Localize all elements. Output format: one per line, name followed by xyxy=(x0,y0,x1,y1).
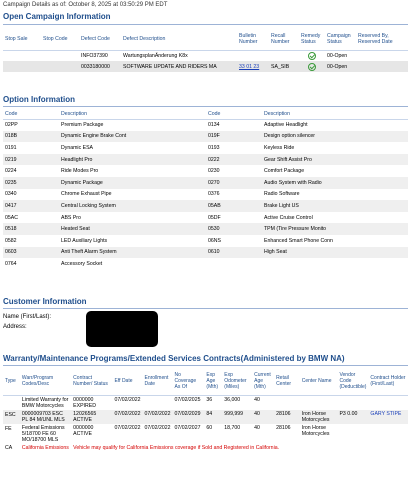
option-description-cell: Gear Shift Assist Pro xyxy=(262,154,408,166)
retail-cell xyxy=(274,395,300,410)
warranty-table xyxy=(3,367,408,452)
defect-description-cell: WartungsplanÄnderung K8x xyxy=(123,52,188,59)
holder-cell xyxy=(368,424,408,444)
option-description-cell: ABS Pro xyxy=(61,214,81,221)
remedy-status-cell xyxy=(299,50,325,61)
no-cov-cell: 07/02/2029 xyxy=(173,410,205,424)
option-description-cell: Adaptive Headlight xyxy=(264,122,308,129)
program-cell: 0000009703 ESC PL 84 M/UNL MLS xyxy=(20,410,71,424)
table-row xyxy=(3,424,408,444)
contract-cell: 0000000 EXPIRED xyxy=(73,396,96,409)
option-code-cell: 019F xyxy=(206,131,262,143)
option-code-cell: 0518 xyxy=(3,223,59,235)
option-description-cell xyxy=(262,258,408,270)
remedy-status-cell xyxy=(299,61,325,72)
column-header: Retail Center xyxy=(274,367,300,395)
table-row xyxy=(3,165,408,177)
stop-code-cell xyxy=(41,61,79,72)
table-row xyxy=(3,247,408,259)
option-description-cell: Accessory Socket xyxy=(61,260,103,267)
defect-code-cell: 0033180000 xyxy=(79,61,121,72)
table-row xyxy=(3,177,408,189)
cur-age-cell: 40 xyxy=(254,424,260,431)
campaign-status-cell: 00-Open xyxy=(327,52,348,59)
recall-cell xyxy=(269,50,299,61)
contract-cell: 0000000 ACTIVE xyxy=(73,424,94,437)
column-header: Type xyxy=(3,367,20,395)
table-row xyxy=(3,410,408,424)
no-cov-cell: 07/02/2027 xyxy=(174,424,201,431)
option-description-cell: TPM (Tire Pressure Monito xyxy=(262,223,408,235)
option-code-cell: 0235 xyxy=(3,177,59,189)
section-divider xyxy=(3,308,408,309)
option-code-cell: 02PP xyxy=(5,122,18,129)
holder-cell xyxy=(368,395,408,410)
column-header: Exp Age (Mth) xyxy=(204,367,222,395)
exp-age-cell: 84 xyxy=(204,410,222,424)
column-header: Vendor Code (Deductible) xyxy=(337,367,368,395)
contract-cell: 12026565 ACTIVE xyxy=(71,410,112,424)
option-code-cell: 0582 xyxy=(5,237,17,244)
program-cell: Limited Warranty for BMW Motorcycles xyxy=(21,396,69,409)
check-circle-icon xyxy=(308,52,316,60)
column-header: Stop Sale xyxy=(3,28,41,50)
option-code-cell: 0340 xyxy=(5,191,17,198)
reserved-cell xyxy=(356,50,408,61)
type-cell xyxy=(3,395,20,410)
table-row xyxy=(3,119,408,131)
center-cell: Iron Horse Motorcycles xyxy=(300,410,338,424)
bulletin-cell xyxy=(237,61,269,72)
address-label: Address: xyxy=(3,324,27,330)
column-header: Eff Date xyxy=(113,367,143,395)
type-cell: FE xyxy=(5,425,12,432)
stop-sale-cell xyxy=(3,50,41,61)
option-code-cell: 0193 xyxy=(208,144,220,151)
column-header: Code xyxy=(3,110,59,119)
open-campaign-title: Open Campaign Information xyxy=(3,12,111,21)
column-header: Bulletin Number xyxy=(237,28,269,50)
retail-cell: 28106 xyxy=(276,424,291,431)
stop-sale-cell xyxy=(3,61,41,72)
exp-age-cell: 36 xyxy=(206,396,213,403)
column-header: Description xyxy=(59,110,206,119)
campaign-details-timestamp: Campaign Details as of: October 8, 2025 at 03:50:29 PM EDT xyxy=(3,2,168,8)
type-cell: CA xyxy=(5,444,13,451)
cur-age-cell: 40 xyxy=(252,410,274,424)
enroll-cell xyxy=(143,395,173,410)
table-row xyxy=(3,50,408,61)
option-code-cell: 0230 xyxy=(208,168,220,175)
option-description-cell: Dynamic Engine Brake Cont xyxy=(59,131,206,143)
option-code-cell: 0603 xyxy=(3,247,59,259)
defect-description-cell: SOFTWARE UPDATE AND RIDERS MA xyxy=(121,61,237,72)
option-code-cell xyxy=(206,258,262,270)
exp-odo-cell: 18,700 xyxy=(224,424,241,431)
option-description-cell: Ride Modes Pro xyxy=(61,168,99,175)
vendor-cell xyxy=(337,395,368,410)
option-code-cell: 0610 xyxy=(206,247,262,259)
table-row xyxy=(3,189,408,201)
column-header: Code xyxy=(206,110,262,119)
table-row xyxy=(3,258,408,270)
table-row xyxy=(3,444,408,452)
program-cell: California Emissions xyxy=(21,444,69,451)
column-header: Current Age (Mth) xyxy=(252,367,274,395)
column-header: Contract Holder (First/Last) xyxy=(368,367,408,395)
type-cell: ESC xyxy=(3,410,20,424)
column-header: Recall Number xyxy=(269,28,299,50)
holder-cell: GARY STIPE xyxy=(368,410,408,424)
option-description-cell: Premium Package xyxy=(61,122,104,129)
campaign-status-cell: 00-Open xyxy=(325,61,356,72)
redacted-customer-info xyxy=(86,311,158,347)
check-circle-icon xyxy=(308,63,316,71)
option-code-cell: 0191 xyxy=(5,144,17,151)
eff-cell: 07/02/2022 xyxy=(113,410,143,424)
table-header-row xyxy=(3,367,408,395)
enroll-cell: 07/02/2022 xyxy=(143,410,173,424)
table-row xyxy=(3,212,408,224)
column-header: Defect Code xyxy=(79,28,121,50)
name-label: Name (First/Last): xyxy=(3,314,52,320)
vendor-cell xyxy=(337,424,368,444)
center-cell xyxy=(300,395,338,410)
column-header: Contract Number/ Status xyxy=(71,367,112,395)
table-header-row xyxy=(3,28,408,50)
stop-code-cell xyxy=(41,50,79,61)
program-cell: Federal Emissions 5/18700 FE 60 MO/18700 MLS xyxy=(21,424,65,443)
option-description-cell: Keyless Ride xyxy=(264,144,295,151)
table-row xyxy=(3,154,408,166)
recall-cell: SA_SIB xyxy=(269,61,299,72)
table-row xyxy=(3,235,408,247)
warranty-table-body xyxy=(3,395,408,444)
ca-emissions-note: Vehicle may qualify for California Emissions coverage if Sold and Registered in California. xyxy=(73,444,280,451)
option-description-cell: Enhanced Smart Phone Conn xyxy=(264,237,333,244)
option-description-cell: Dynamic ESA xyxy=(61,144,93,151)
option-code-cell: 018B xyxy=(3,131,59,143)
option-code-cell: 06NS xyxy=(208,237,221,244)
column-header: Defect Description xyxy=(121,28,237,50)
defect-code-cell: INFO37390 xyxy=(81,52,108,59)
no-cov-cell: 07/02/2025 xyxy=(174,396,201,403)
table-row xyxy=(3,223,408,235)
option-description-cell: Anti Theft Alarm System xyxy=(59,247,206,259)
column-header: Warr/Program Codes/Desc xyxy=(20,367,71,395)
exp-odo-cell: 36,000 xyxy=(224,396,241,403)
option-description-cell: Design option silencer xyxy=(262,131,408,143)
column-header: Exp Odometer (Miles) xyxy=(222,367,252,395)
column-header: Center Name xyxy=(300,367,338,395)
bulletin-link[interactable]: 33 01 23 xyxy=(239,63,260,70)
column-header: Enrollment Date xyxy=(143,367,173,395)
option-description-cell: LED Auxiliary Lights xyxy=(61,237,108,244)
option-description-cell: Central Locking System xyxy=(59,200,206,212)
option-code-cell: 0224 xyxy=(5,168,17,175)
option-description-cell: Comfort Package xyxy=(264,168,305,175)
option-code-cell: 0270 xyxy=(206,177,262,189)
column-header: Description xyxy=(262,110,408,119)
column-header: Reserved By, Reserved Date xyxy=(356,28,408,50)
option-code-cell: 05AB xyxy=(206,200,262,212)
customer-information-title: Customer Information xyxy=(3,297,87,306)
eff-cell: 07/02/2022 xyxy=(114,424,141,431)
center-cell: Iron Horse Motorcycles xyxy=(301,424,330,437)
option-table-body xyxy=(3,119,408,270)
option-description-cell: Brake Light US xyxy=(262,200,408,212)
exp-age-cell: 60 xyxy=(206,424,213,431)
option-description-cell: Headlight Pro xyxy=(59,154,206,166)
option-description-cell: High Seat xyxy=(262,247,408,259)
option-description-cell: Active Cruise Control xyxy=(264,214,313,221)
column-header: Remedy Status xyxy=(299,28,325,50)
option-code-cell: 0764 xyxy=(5,260,17,267)
table-row xyxy=(3,61,408,72)
option-code-cell: 0376 xyxy=(208,191,220,198)
table-row xyxy=(3,131,408,143)
option-description-cell: Dynamic Package xyxy=(59,177,206,189)
exp-odo-cell: 999,999 xyxy=(222,410,252,424)
column-header: Campaign Status xyxy=(325,28,356,50)
reserved-cell xyxy=(356,61,408,72)
table-header-row xyxy=(3,110,408,119)
vendor-cell: P3 0.00 xyxy=(337,410,368,424)
cur-age-cell: 40 xyxy=(254,396,260,403)
option-code-cell: 05AC xyxy=(5,214,18,221)
section-divider xyxy=(3,24,408,25)
table-row xyxy=(3,142,408,154)
section-divider xyxy=(3,106,408,107)
option-code-cell: 05DF xyxy=(208,214,221,221)
option-code-cell: 0219 xyxy=(3,154,59,166)
option-code-cell: 0134 xyxy=(208,122,220,129)
bulletin-cell xyxy=(237,50,269,61)
option-description-cell: Audio System with Radio xyxy=(262,177,408,189)
column-header: No Coverage As Of xyxy=(173,367,205,395)
retail-cell: 28106 xyxy=(274,410,300,424)
column-header: Stop Code xyxy=(41,28,79,50)
option-description-cell: Heated Seat xyxy=(59,223,206,235)
option-information-title: Option Information xyxy=(3,95,75,104)
section-divider xyxy=(3,365,408,366)
option-table xyxy=(3,110,408,270)
enroll-cell: 07/02/2022 xyxy=(144,424,171,431)
table-row xyxy=(3,200,408,212)
option-code-cell: 0222 xyxy=(206,154,262,166)
eff-cell: 07/02/2022 xyxy=(114,396,141,403)
option-code-cell: 0417 xyxy=(3,200,59,212)
option-description-cell: Radio Software xyxy=(264,191,300,198)
open-campaign-table xyxy=(3,28,408,72)
option-code-cell: 0530 xyxy=(206,223,262,235)
option-description-cell: Chrome Exhaust Pipe xyxy=(61,191,112,198)
warranty-title: Warranty/Maintenance Programs/Extended Services Contracts(Administered by BMW NA) xyxy=(3,354,345,363)
table-row xyxy=(3,395,408,410)
